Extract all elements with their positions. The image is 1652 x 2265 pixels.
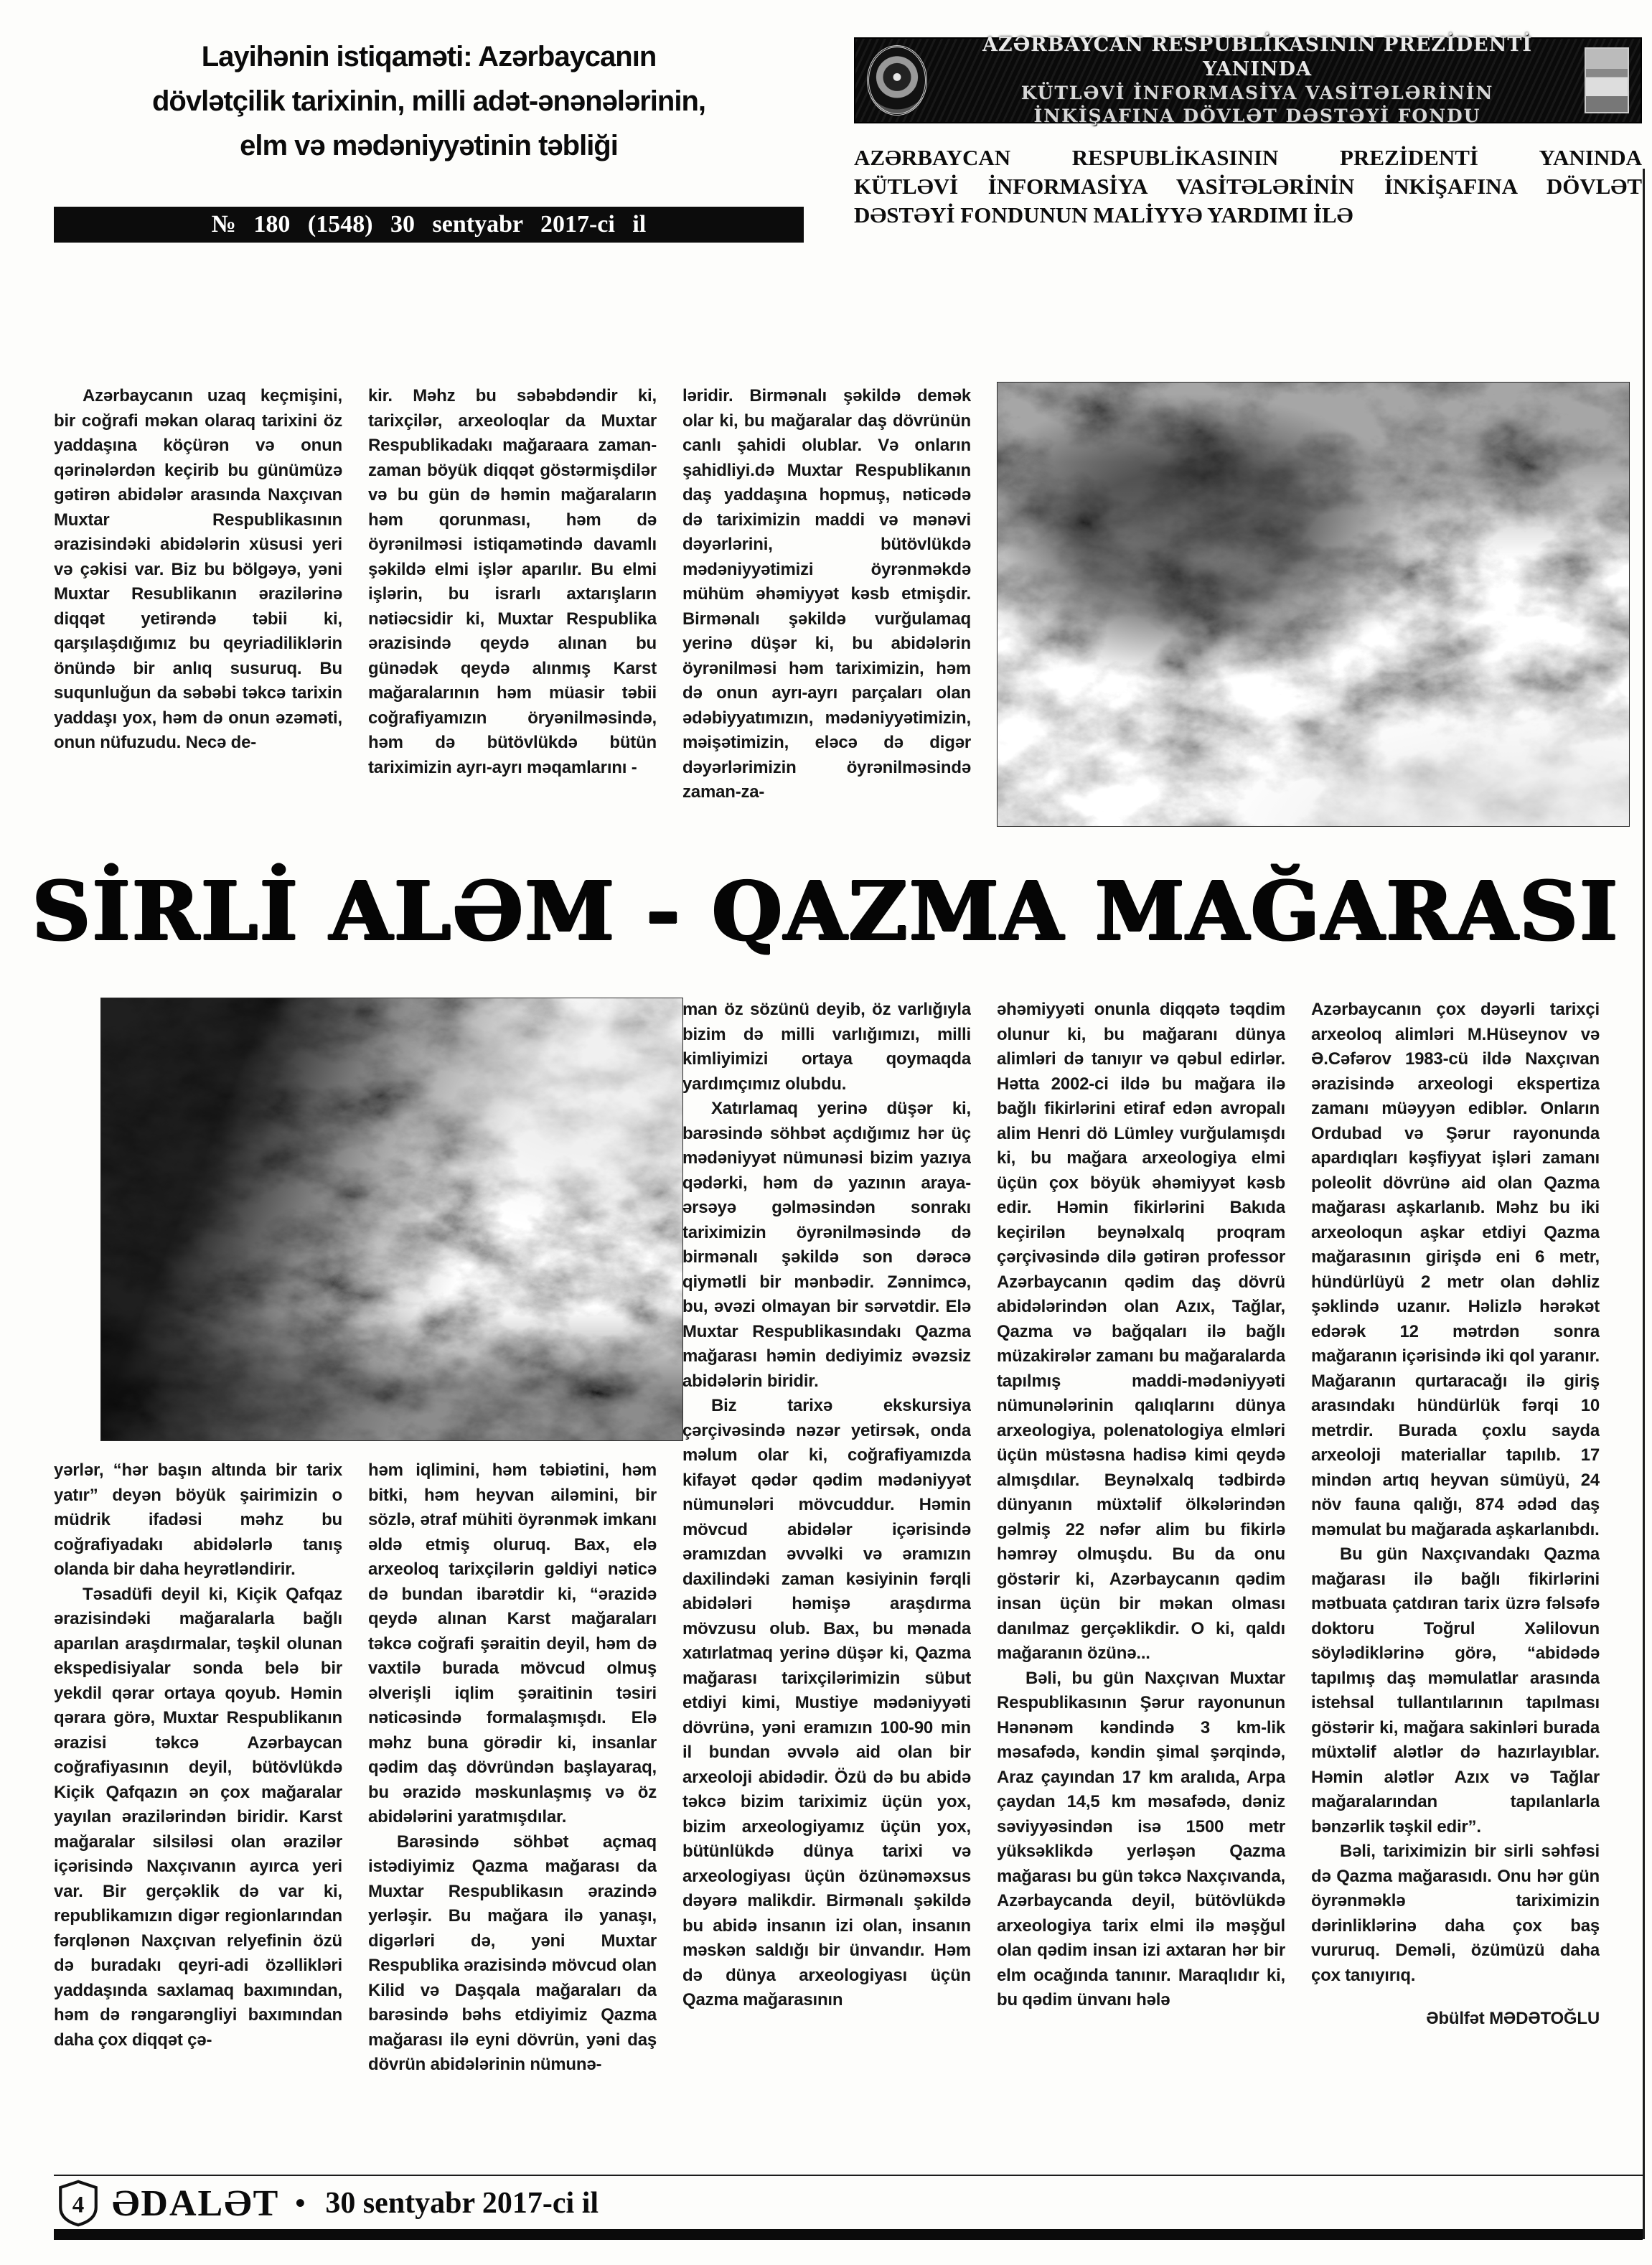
author-byline: Əbülfət MƏDƏTOĞLU (1426, 2009, 1600, 2028)
fund-emblem-icon (867, 45, 927, 116)
funding-note-line-1: AZƏRBAYCAN RESPUBLİKASININ PREZİDENTİ YANINDA (854, 145, 1642, 170)
lead-article-column-1 (54, 384, 342, 833)
article-column-5 (1311, 998, 1600, 2132)
article-paragraph: man öz sözünü deyib, öz varlığıyla bizim də milli varlığımızı, milli kimliyimizi ortaya qoymaqda yardımçımız olubdu. (682, 1000, 971, 1094)
lead-paragraph: kir. Məhz bu səbəbdəndir ki, tarixçilər, arxeoloqlar da Muxtar Respublikadakı mağaraara zaman-zaman böyük diqqət göstərmişdilər və bu gün də həmin mağaraların həm qorunması, həm də öyrənilməsi istiqamətində davamlı şəkildə elmi işlər aparılır. Bu elmi işlərin, bu israrlı axtarışların nətiəcsidir ki, Muxtar Respublika ərazisində qeydə alınan bu günədək qeydə alınmış Karst mağaralarının həm müasir təbii coğrafiyamızın öryənilməsində, həm də bütövlükdə bütün tariximizin ayrı-ayrı məqamlarını - (368, 386, 657, 777)
article-paragraph: Bəli, tariximizin bir sirli səhfəsi də Qazma mağarasıdı. Onu hər gün öyrənməklə tariximizin dərinliklərinə daha çox baş vururuq. Deməli, özümüzü daha çox tanıyırıq. (1311, 1842, 1600, 1985)
article-paragraph: həm iqlimini, həm təbiətini, həm bitki, həm heyvan ailəmini, bir sözlə, ətraf mühiti öyrənmək imkanı əldə etmiş oluruq. Bax, elə arxeoloq tarixçilərin gəldiyi nəticə də bundan ibarətdir ki, “ərazidə qeydə alınan Karst mağaraları təkcə coğrafi şəraitin deyil, həm də vaxtilə burada mövcud olmuş əlverişli iqlim şəraitinin təsiri nəticəsində formalaşmışdı. Elə məhz buna görədir ki, insanlar qədim daş dövründən başlayaraq, bu ərazidə məskunlaşmış və öz abidələrini yaratmışdılar. (368, 1460, 657, 1826)
right-page-rule (1643, 169, 1645, 2239)
issue-line: № 180 (1548) 30 sentyabr 2017-ci il (211, 211, 647, 238)
article-paragraph: Barəsində söhbət açmaq istədiyimiz Qazma mağarası da Muxtar Respublikasın ərazində yerləşir. Bu mağara ilə yanaşı, digərləri də, yəni Muxtar Respublika ərazisində mövcud olan Kilid və Daşqala mağaraları da barəsində bəhs etdiyimiz Qazma mağarası ilə eyni dövrün, yəni daş dövrün abidələrinin nümunə- (368, 1832, 657, 2074)
footer-bullet: • (295, 2187, 306, 2219)
article-headline: SİRLİ ALƏM - QAZMA MAĞARASI (32, 865, 1620, 959)
footer-bottom-bar (54, 2229, 1643, 2240)
issue-bar (54, 207, 804, 243)
photo-shading (101, 998, 682, 1440)
footer-top-rule (54, 2175, 1643, 2176)
slogan-line-2: dövlətçilik tarixinin, milli adət-ənənələrinin, (152, 85, 705, 117)
footer-date: 30 sentyabr 2017-ci il (325, 2187, 599, 2220)
funding-note (854, 144, 1642, 230)
photo-shading (998, 383, 1629, 826)
article-column-2 (368, 1458, 657, 2132)
fund-banner-line-2: KÜTLƏVİ İNFORMASİYA VASİTƏLƏRİNİN (1020, 83, 1494, 103)
slogan-line-1: Layihənin istiqaməti: Azərbaycanın (201, 41, 657, 72)
lead-paragraph: ləridir. Birmənalı şəkildə demək olar ki, bu mağaralar daş dövrünün canlı şahidi olublar. Və onların şahidliyi.də Muxtar Respublikanın daş yaddaşına hopmuş, nəticədə də tariximizin maddi və mənəvi dəyərlərini, bütövlükdə mədəniyyətimizi öyrənməkdə mühüm əhəmiyyət kəsb etmişdir. Birmənalı şəkildə vurğulamaq yerinə düşər ki, bu abidələrin öyrənilməsi həm tariximizin, həm də onun ayrı-ayrı parçaları olan ədəbiyyatımızın, mədəniyyətimizin, məişətimizin, eləcə də digər dəyərlərimizin öyrənilməsində zaman-za- (682, 386, 971, 802)
article-column-4 (997, 998, 1285, 2132)
article-paragraph: Təsadüfi deyil ki, Kiçik Qafqaz ərazisindəki mağaralarla bağlı aparılan araşdırmalar, təşkil olunan ekspedisiyalar sonda belə bir yekdil qərar ortaya qoyub. Həmin qərara görə, Muxtar Respublikanın ərazisi təkcə Azərbaycan coğrafiyasının deyil, bütövlükdə Kiçik Qafqazın ən çox mağaralar yayılan ərazilərindən biridir. Karst mağaralar silsiləsi olan ərazilər içərisində Naxçıvanın ayırca yeri var. Bir gerçəklik də var ki, republikamızın digər regionlarından fərqlənən Naxçıvan relyefinin özü də buradakı qeyri-adi özəllikləri yaddaşında saxlamaq baxımından, həm də rəngarəngliyi baxımından daha çox diqqət çə- (54, 1584, 342, 2050)
cave-entrance-photo (100, 998, 683, 1441)
article-paragraph: Biz tarixə ekskursiya çərçivəsində nəzər yetirsək, onda məlum olar ki, coğrafiyamızda kifayət qədər qədim mədəniyyət nümunələri mövcuddur. Həmin mövcud abidələr içərisində əramızdan əvvəlki və əramızın daxilindəki zaman kəsiyinin fərqli abidələri həmişə araşdırma mövzusu olub. Bax, bu mənada xatırlatmaq yerinə düşər ki, Qazma mağarası tarixçilərimizin sübut etdiyi kimi, Mustiye mədəniyyəti dövrünə, yəni eramızın 100-90 min il bundan əvvələ aid olan bir arxeoloji abidədir. Özü də bu abidə təkcə bizim tariximiz üçün yox, bizim arxeologiyamız üçün yox, bütünlükdə dünya tarixi və arxeologiyası üçün özünəməxsus dəyərə malikdir. Birmənalı şəkildə bu abidə insanın izi olan, insanın məskən saldığı bir ünvandır. Həm də dünya arxeologiyası üçün Qazma mağarasının (682, 1396, 971, 2010)
fund-banner (854, 34, 1642, 126)
cave-rocks-photo (997, 382, 1630, 827)
article-paragraph: Bəli, bu gün Naxçıvan Muxtar Respublikasının Şərur rayonunun Hənənəm kəndində 3 km-lik məsafədə, kəndin şimal şərqində, Araz çayından 17 km aralıda, Arpa çaydan 14,5 km məsafədə, dəniz səviyyəsindən isə 1500 metr yüksəklikdə yerləşən Qazma mağarası bu gün təkcə Naxçıvanda, Azərbaycanda deyil, bütövlükdə arxeologiya tarix elmi ilə məşğul olan qədim insan izi axtaran hər bir elm ocağında tanınır. Maraqlıdır ki, bu qədim ünvanı hələ (997, 1668, 1285, 2010)
lead-paragraph: Azərbaycanın uzaq keçmişini, bir coğrafi məkan olaraq tarixini öz yaddaşına köçürən və onun qərinələrdən keçirib bu günümüzə gətirən abidələr arasında Naxçıvan Muxtar Respublikasının ərazisindəki abidələrin xüsusi yeri və çəkisi var. Biz bu bölgəyə, yəni Muxtar Resublikanın ərazilərinə diqqət yetirəndə təbii ki, qarşılaşdığımız bu qeyriadiliklərin önündə bir anlıq susuruq. Bu suqunluğun da səbəbi təkcə tarixin yaddaşı yox, həm də onun əzəməti, onun nüfuzudu. Necə de- (54, 386, 342, 752)
fund-banner-line-3: İNKİŞAFINA DÖVLƏT DƏSTƏYİ FONDU (1033, 105, 1481, 126)
article-paragraph: yərlər, “hər başın altında bir tarix yatır” deyən böyük şairimizin o müdrik ifadəsi məhz bu coğrafiyadakı abidələrlə tanış olanda bir daha heyrətləndirir. (54, 1460, 342, 1579)
article-paragraph: əhəmiyyəti onunla diqqətə təqdim olunur ki, bu mağaranı dünya alimləri də tanıyır və qəbul edirlər. Hətta 2002-ci ildə bu mağara ilə bağlı fikirlərini etiraf edən avropalı alim Henri dö Lümley vurğulamışdı ki, bu mağara arxeologiya elmi üçün çox böyük əhəmiyyət kəsb edir. Həmin fikirlərini Bakıda keçirilən beynəlxalq proqram çərçivəsində dilə gətirən professor Azərbaycanın qədim daş dövrü abidələrindən olan Azıx, Tağlar, Qazma və bağqaları ilə bağlı müzakirələr zamanı bu mağaralarda tapılmış maddi-mədəniyyəti nümunələrinin qalıqlarını dünya arxeologiya, polenatologiya elmləri üçün müstəsna hadisə kimi qeydə almışdılar. Beynəlxalq tədbirdə dünyanın müxtəlif ölkələrindən gəlmiş 22 nəfər alim bu fikirlə həmrəy olmuşdu. Bu da onu göstərir ki, Azərbaycanın qədim insan üçün bir məkan olması danılmaz gerçəklikdir. O ki, qaldı mağaranın özünə... (997, 1000, 1285, 1663)
article-column-1 (54, 1458, 342, 2132)
lead-article-column-2 (368, 384, 657, 833)
article-column-3 (682, 998, 971, 2132)
flag-icon (1585, 47, 1629, 113)
page-footer (57, 2179, 599, 2228)
funding-note-line-2: KÜTLƏVİ İNFORMASİYA VASİTƏLƏRİNİN İNKİŞAFINA DÖVLƏT (854, 174, 1642, 199)
fund-banner-text (937, 33, 1577, 128)
page-number: 4 (72, 2192, 85, 2218)
lead-article-column-3 (682, 384, 971, 833)
funding-note-line-3: DƏSTƏYİ FONDUNUN MALİYYƏ YARDIMI İLƏ (854, 202, 1353, 228)
page-number-shield-icon (57, 2180, 99, 2227)
article-paragraph: Bu gün Naxçıvandakı Qazma mağarası ilə bağlı fikirlərini mətbuata çatdıran tarix üzrə fəlsəfə doktoru Toğrul Xəlilovun söylədiklərinə görə, “abidədə tapılmış daş məmulatlar arasında istehsal tullantılarının tapılması göstərir ki, mağara sakinləri burada müxtəlif alətlər də hazırlayıblar. Həmin alətlər Azıx və Tağlar mağaralarından tapılanlarla bənzərlik təşkil edir”. (1311, 1544, 1600, 1837)
project-slogan (54, 34, 804, 168)
article-paragraph: Xatırlamaq yerinə düşər ki, barəsində söhbət açdığımız hər üç mədəniyyət nümunəsi bizim yazıya qədərki, həm də yazının araya-ərsəyə gəlməsindən sonrakı tariximizin öyrənilməsində də birmənalı şəkildə son dərəcə qiymətli bir mənbədir. Zənnimcə, bu, əvəzi olmayan bir sərvətdir. Elə Muxtar Respublikasındakı Qazma mağarası həmin dediyimiz əvəzsiz abidələrin biridir. (682, 1099, 971, 1391)
slogan-line-3: elm və mədəniyyətinin təbliği (240, 130, 618, 161)
article-paragraph: Azərbaycanın çox dəyərli tarixçi arxeoloq alimləri M.Hüseynov və Ə.Cəfərov 1983-cü ildə Naxçıvan ərazisində arxeologi ekspertiza zamanı müəyyən ediblər. Onların Ordubad və Şərur rayonunda apardıqları kəşfiyyat işləri zamanı poleolit dövrünə aid olan Qazma mağarası aşkarlanıb. Məhz bu iki arxeoloqun aşkar etdiyi Qazma mağarasının girişdə eni 6 metr, hündürlüyü 2 metr olan dəhliz şəklində uzanır. Həlizlə hərəkət edərək 12 mətrdən sonra mağaranın içərisində iki qol yaranır. Mağaranın qurtaracağı ilə giriş arasındakı hündürlük fərqi 10 metrdir. Burada çoxlu sayda arxeoloji materiallar tapılıb. 17 mindən artıq heyvan sümüyü, 24 növ fauna qalığı, 874 ədəd daş məmulat bu mağarada aşkarlanıbdı. (1311, 1000, 1600, 1539)
newspaper-brand: ƏDALƏT (112, 2182, 280, 2224)
fund-banner-line-1: AZƏRBAYCAN RESPUBLİKASININ PREZİDENTİ YANINDA (982, 34, 1533, 80)
